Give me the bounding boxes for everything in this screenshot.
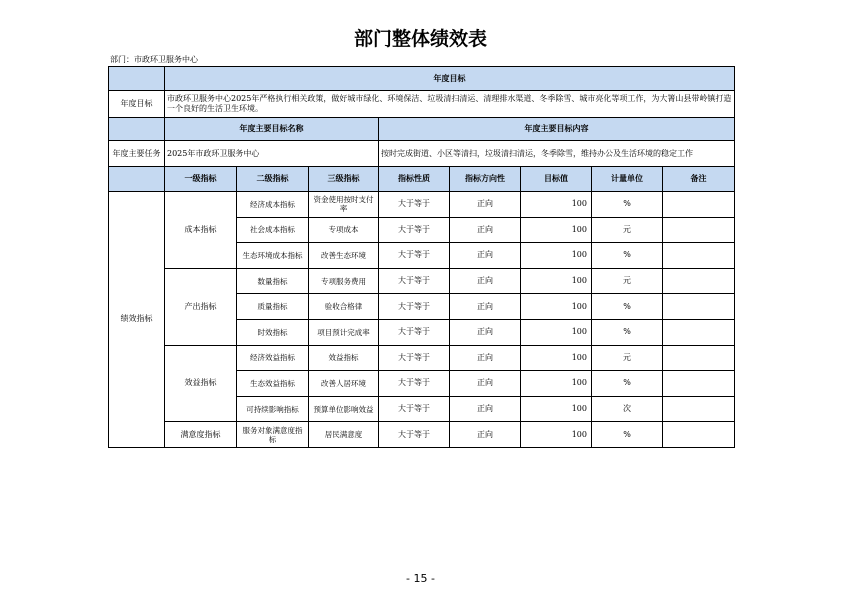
indicator-nature: 大于等于 [379, 345, 450, 371]
table-row [109, 192, 735, 218]
unit: % [592, 294, 663, 320]
annual-goal-header: 年度目标 [165, 67, 735, 91]
department-line: 部门：市政环卫服务中心 [110, 55, 198, 64]
task-name-header: 年度主要目标名称 [165, 118, 379, 141]
table-row [109, 422, 735, 448]
remark [663, 422, 735, 448]
tasks-header-spacer [109, 118, 165, 141]
column-header: 目标值 [521, 167, 592, 192]
target-value: 100 [521, 345, 592, 371]
target-value: 100 [521, 396, 592, 422]
remark [663, 319, 735, 345]
remark [663, 217, 735, 243]
target-value: 100 [521, 192, 592, 218]
remark [663, 192, 735, 218]
level2-name: 经济效益指标 [237, 345, 309, 371]
level2-name: 生态环境成本指标 [237, 243, 309, 269]
level3-name: 资金使用按时支付率 [309, 192, 379, 218]
page-title: 部门整体绩效表 [353, 28, 487, 50]
level2-name: 可持续影响指标 [237, 396, 309, 422]
level2-name: 服务对象满意度指标 [237, 422, 309, 448]
unit: 次 [592, 396, 663, 422]
annual-goal-label: 年度目标 [109, 91, 165, 118]
annual-goal-text: 市政环卫服务中心2025年严格执行相关政策，做好城市绿化、环境保洁、垃圾清扫清运、清理排水渠道、冬季除雪、城市亮化等项工作，为大箐山县带岭镇打造一个良好的生活卫生环境。 [165, 91, 735, 118]
target-value: 100 [521, 294, 592, 320]
level2-name: 经济成本指标 [237, 192, 309, 218]
remark [663, 396, 735, 422]
unit: % [592, 422, 663, 448]
unit: % [592, 371, 663, 397]
level3-name: 居民满意度 [309, 422, 379, 448]
target-value: 100 [521, 319, 592, 345]
indicator-nature: 大于等于 [379, 422, 450, 448]
level2-indicator: 产出指标 [165, 268, 237, 345]
column-header: 备注 [663, 167, 735, 192]
task-content-header: 年度主要目标内容 [379, 118, 735, 141]
indicator-nature: 大于等于 [379, 319, 450, 345]
indicator-direction: 正向 [450, 268, 521, 294]
level2-indicator: 效益指标 [165, 345, 237, 422]
page-number: - 15 - [406, 572, 435, 585]
column-header: 三级指标 [309, 167, 379, 192]
tasks-label: 年度主要任务 [109, 141, 165, 167]
task-name: 2025年市政环卫服务中心 [165, 141, 379, 167]
indicator-nature: 大于等于 [379, 294, 450, 320]
target-value: 100 [521, 422, 592, 448]
table-row [109, 268, 735, 294]
indicator-nature: 大于等于 [379, 217, 450, 243]
level2-indicator: 成本指标 [165, 192, 237, 269]
indicator-direction: 正向 [450, 243, 521, 269]
remark [663, 371, 735, 397]
level2-name: 社会成本指标 [237, 217, 309, 243]
level3-name: 专项成本 [309, 217, 379, 243]
table-row [109, 345, 735, 371]
column-header: 一级指标 [165, 167, 237, 192]
unit: 元 [592, 268, 663, 294]
indicator-nature: 大于等于 [379, 192, 450, 218]
indicator-direction: 正向 [450, 217, 521, 243]
colhead-spacer [109, 167, 165, 192]
column-header: 指标性质 [379, 167, 450, 192]
remark [663, 294, 735, 320]
level1-indicator: 绩效指标 [109, 192, 165, 448]
unit: 元 [592, 345, 663, 371]
unit: 元 [592, 217, 663, 243]
level3-name: 改善生态环境 [309, 243, 379, 269]
level2-name: 时效指标 [237, 319, 309, 345]
indicator-nature: 大于等于 [379, 371, 450, 397]
remark [663, 243, 735, 269]
level3-name: 验收合格律 [309, 294, 379, 320]
remark [663, 345, 735, 371]
column-header: 二级指标 [237, 167, 309, 192]
indicator-direction: 正向 [450, 294, 521, 320]
indicator-nature: 大于等于 [379, 268, 450, 294]
indicator-direction: 正向 [450, 192, 521, 218]
remark [663, 268, 735, 294]
level2-name: 生态效益指标 [237, 371, 309, 397]
level3-name: 专项服务费用 [309, 268, 379, 294]
target-value: 100 [521, 268, 592, 294]
level2-indicator: 满意度指标 [165, 422, 237, 448]
performance-table [108, 66, 735, 448]
level3-name: 改善人居环境 [309, 371, 379, 397]
header-spacer [109, 67, 165, 91]
indicator-direction: 正向 [450, 345, 521, 371]
indicator-nature: 大于等于 [379, 243, 450, 269]
indicator-direction: 正向 [450, 422, 521, 448]
target-value: 100 [521, 243, 592, 269]
task-content: 按时完成街道、小区等清扫，垃圾清扫清运，冬季除雪，维持办公及生活环境的稳定工作 [379, 141, 735, 167]
target-value: 100 [521, 217, 592, 243]
level2-name: 质量指标 [237, 294, 309, 320]
indicator-direction: 正向 [450, 319, 521, 345]
level2-name: 数量指标 [237, 268, 309, 294]
level3-name: 项目预计完成率 [309, 319, 379, 345]
indicator-direction: 正向 [450, 396, 521, 422]
unit: % [592, 192, 663, 218]
level3-name: 效益指标 [309, 345, 379, 371]
level3-name: 预算单位影响效益 [309, 396, 379, 422]
column-header: 计量单位 [592, 167, 663, 192]
indicator-direction: 正向 [450, 371, 521, 397]
indicator-nature: 大于等于 [379, 396, 450, 422]
target-value: 100 [521, 371, 592, 397]
column-header: 指标方向性 [450, 167, 521, 192]
unit: % [592, 243, 663, 269]
unit: % [592, 319, 663, 345]
